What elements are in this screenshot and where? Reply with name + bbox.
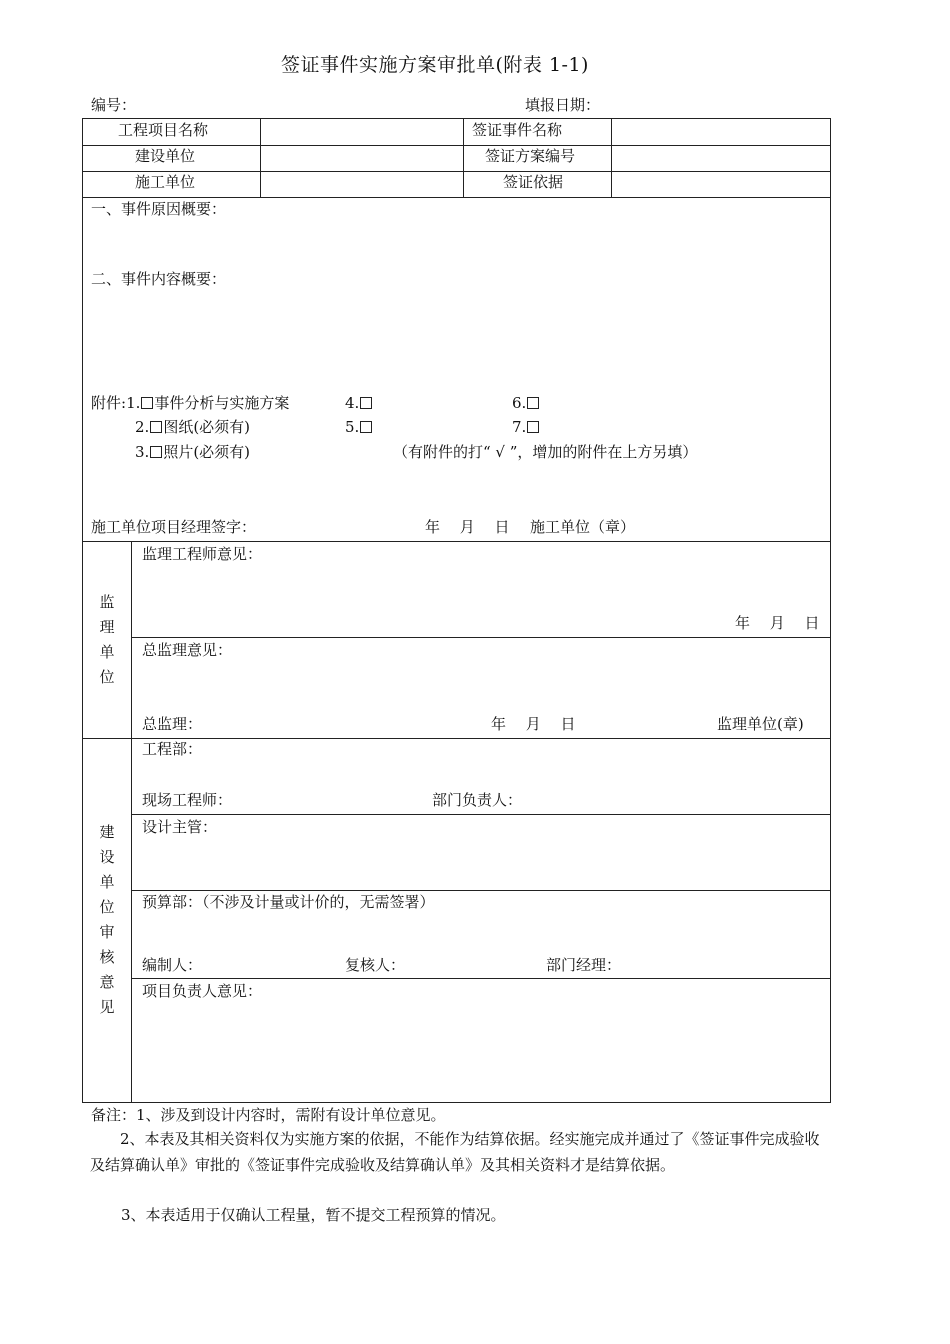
attachment-note: （有附件的打“ √ ”，增加的附件在上方另填） <box>393 443 698 461</box>
attachment-1-number: 1. <box>126 394 141 412</box>
dept-manager-label: 部门经理： <box>546 956 622 974</box>
grid-line <box>463 119 464 197</box>
dept-head-label: 部门负责人： <box>432 791 523 809</box>
remark-1: 备注：1、涉及到设计内容时，需附有设计单位意见。 <box>91 1106 446 1124</box>
grid-line <box>611 119 612 197</box>
pm-opinion-label: 项目负责人意见： <box>142 982 263 1000</box>
reviewer-label: 复核人： <box>345 956 406 974</box>
chief-signature-label: 总监理： <box>142 715 203 733</box>
page-title: 签证事件实施方案审批单(附表 1-1) <box>281 54 589 76</box>
chief-sign-date: 年 月 日 <box>491 715 576 733</box>
section-divider <box>131 814 830 815</box>
attachment-4 <box>345 396 373 411</box>
budget-dept-label: 预算部：（不涉及计量或计价的，无需签署） <box>142 893 435 911</box>
cause-summary-label: 一、事件原因概要： <box>91 200 227 218</box>
basis-label: 签证依据 <box>503 173 564 191</box>
site-engineer-label: 现场工程师： <box>142 791 233 809</box>
attachment-3 <box>135 445 250 460</box>
side-column-line <box>131 541 132 1102</box>
attachment-6-number: 6. <box>512 394 527 412</box>
attachment-2-text: 图纸(必须有) <box>163 418 251 436</box>
pm-signature-label: 施工单位项目经理签字： <box>91 518 257 536</box>
pm-sign-date: 年 月 日 <box>425 518 510 536</box>
grid-line <box>83 145 830 146</box>
checkbox[interactable] <box>150 421 162 433</box>
checkbox[interactable] <box>150 446 162 458</box>
owner-unit-label: 建设单位 <box>135 147 196 165</box>
design-manager-label: 设计主管： <box>142 818 218 836</box>
section-divider <box>131 890 830 891</box>
contractor-seal: 施工单位（章） <box>530 518 636 536</box>
section-divider <box>83 738 830 739</box>
owner-side-label: 建 设 单 位 审 核 意 见 <box>99 823 115 1016</box>
event-name-label: 签证事件名称 <box>472 121 563 139</box>
engineer-opinion-date: 年 月 日 <box>735 614 820 632</box>
number-label: 编号： <box>91 96 137 114</box>
section-divider <box>131 978 830 979</box>
attachment-3-text: 照片(必须有) <box>163 443 251 461</box>
attachment-2-number: 2. <box>135 418 150 436</box>
engineer-opinion-label: 监理工程师意见： <box>142 545 263 563</box>
attachment-5-number: 5. <box>345 418 360 436</box>
checkbox[interactable] <box>360 421 372 433</box>
checkbox[interactable] <box>527 397 539 409</box>
supervision-side-label: 监 理 单 位 <box>99 593 115 686</box>
attachment-5 <box>345 420 373 435</box>
attachment-6 <box>512 396 540 411</box>
attachment-7-number: 7. <box>512 418 527 436</box>
grid-line <box>260 119 261 197</box>
chief-opinion-label: 总监理意见： <box>142 641 233 659</box>
project-name-label: 工程项目名称 <box>118 121 209 139</box>
attachment-2 <box>135 420 250 435</box>
contractor-label: 施工单位 <box>135 173 196 191</box>
attachment-4-number: 4. <box>345 394 360 412</box>
content-summary-label: 二、事件内容概要： <box>91 270 227 288</box>
grid-line <box>83 171 830 172</box>
section-divider <box>131 637 830 638</box>
attachment-row-1 <box>91 396 289 411</box>
remark-3: 3、本表适用于仅确认工程量，暂不提交工程预算的情况。 <box>91 1206 506 1224</box>
engineering-dept-label: 工程部： <box>142 740 203 758</box>
compiler-label: 编制人： <box>142 956 203 974</box>
section-divider <box>83 541 830 542</box>
supervision-seal: 监理单位(章) <box>717 715 804 733</box>
attachment-1-text: 事件分析与实施方案 <box>154 394 290 412</box>
checkbox[interactable] <box>360 397 372 409</box>
checkbox[interactable] <box>527 421 539 433</box>
grid-line <box>83 197 830 198</box>
remark-2: 2、本表及其相关资料仅为实施方案的依据，不能作为结算依据。经实施完成并通过了《签证事件完成验收及结算确认单》审批的《签证事件完成验收及结算确认单》及其相关资料才是结算依据。 <box>90 1130 820 1174</box>
plan-number-label: 签证方案编号 <box>485 147 576 165</box>
checkbox[interactable] <box>141 397 153 409</box>
attachment-7 <box>512 420 540 435</box>
fill-date-label: 填报日期： <box>525 96 601 114</box>
attachments-prefix: 附件: <box>91 394 127 412</box>
attachment-3-number: 3. <box>135 443 150 461</box>
